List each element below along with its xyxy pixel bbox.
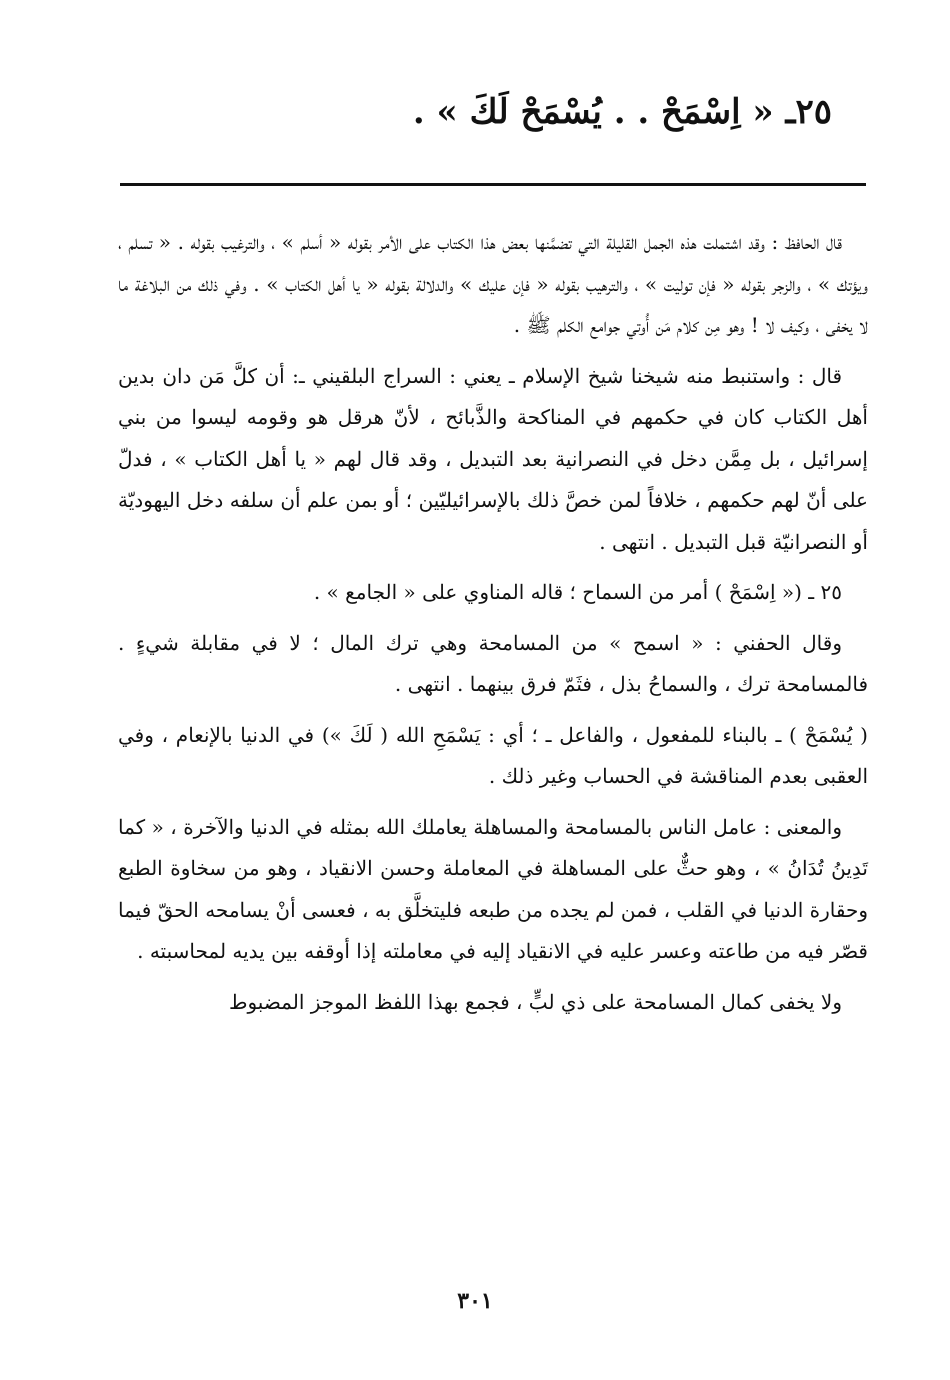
paragraph-bulqini-inference: قال : واستنبط منه شيخنا شيخ الإسلام ـ يعني : السراج البلقيني ـ: أن كلَّ مَن دان بدين أهل الكتاب كان في حكمهم في المناكحة والذَّبائح ، لأنّ هرقل هو وقومه ليسوا من بني إسرائيل ، بل مِمَّن دخل في النصرانية بعد التبديل ، وقد قال لهم « يا أهل الكتاب » ، فدلّ على أنّ لهم حكمهم ، خلافاً لمن خصَّ ذلك بالإسرائيليّين ؛ أو بمن علم أن سلفه دخل اليهوديّة أو النصرانيّة قبل التبديل . انتهى . bbox=[118, 363, 868, 554]
paragraph-hadith-25-ismah: ٢٥ ـ (« اِسْمَحْ ) أمر من السماح ؛ قاله المناوي على « الجامع » . bbox=[313, 580, 842, 604]
paragraph-meaning: والمعنى : عامل الناس بالمسامحة والمساهلة يعاملك الله بمثله في الدنيا والآخرة ، « كما تَدِينُ تُدَانُ » ، وهو حثٌّ على المساهلة في المعاملة وحسن الانقياد ، وهو من سخاوة الطبع وحقارة الدنيا في القلب ، فمن لم يجده من طبعه فليتخلَّق به ، فعسى أنْ يسامحه الحقّ فيما قصّر فيه من طاعته وعسر عليه في الانقياد إليه في معاملته إذا أوقفه بين يديه لمحاسبته . bbox=[118, 814, 868, 963]
commentary-body bbox=[118, 222, 868, 1032]
paragraph-closing: ولا يخفى كمال المسامحة على ذي لبٍّ ، فجمع بهذا اللفظ الموجز المضبوط bbox=[228, 989, 842, 1014]
paragraph-hifni-definition: وقال الحفني : « اسمح » من المسامحة وهي ترك المال ؛ لا في مقابلة شيءٍ . فالمسامحة ترك ، والسماحُ بذل ، فثَمّ فرق بينهما . انتهى . bbox=[118, 630, 868, 696]
paragraph-yusmah: ( يُسْمَحْ ) ـ بالبناء للمفعول ، والفاعل ـ ؛ أي : يَسْمَحِ الله ( لَكَ ») في الدنيا بالإنعام ، وفي العقبى بعدم المناقشة في الحساب وغير ذلك . bbox=[118, 722, 868, 788]
page-number: ٣٠١ bbox=[457, 1288, 493, 1314]
hadith-heading: ٢٥ـ « اِسْمَحْ . . يُسْمَحْ لَكَ » . bbox=[412, 92, 832, 132]
heading-divider bbox=[120, 183, 866, 186]
paragraph-hafiz-quote: قال الحافظ : وقد اشتملت هذه الجمل القليلة التي تضمَّنها بعض هذا الكتاب على الأمر بقوله « أسلم » ، والترغيب بقوله . « تسلم ، ويؤتك » ، والزجر بقوله « فإن توليت » ، والترهيب بقوله « فإن عليك » والدلالة بقوله « يا أهل الكتاب » . وفي ذلك من البلاغة ما لا يخفى ، وكيف لا ! وهو مِن كلام مَن أُوتي جوامع الكلم ﷺ . bbox=[118, 230, 868, 337]
